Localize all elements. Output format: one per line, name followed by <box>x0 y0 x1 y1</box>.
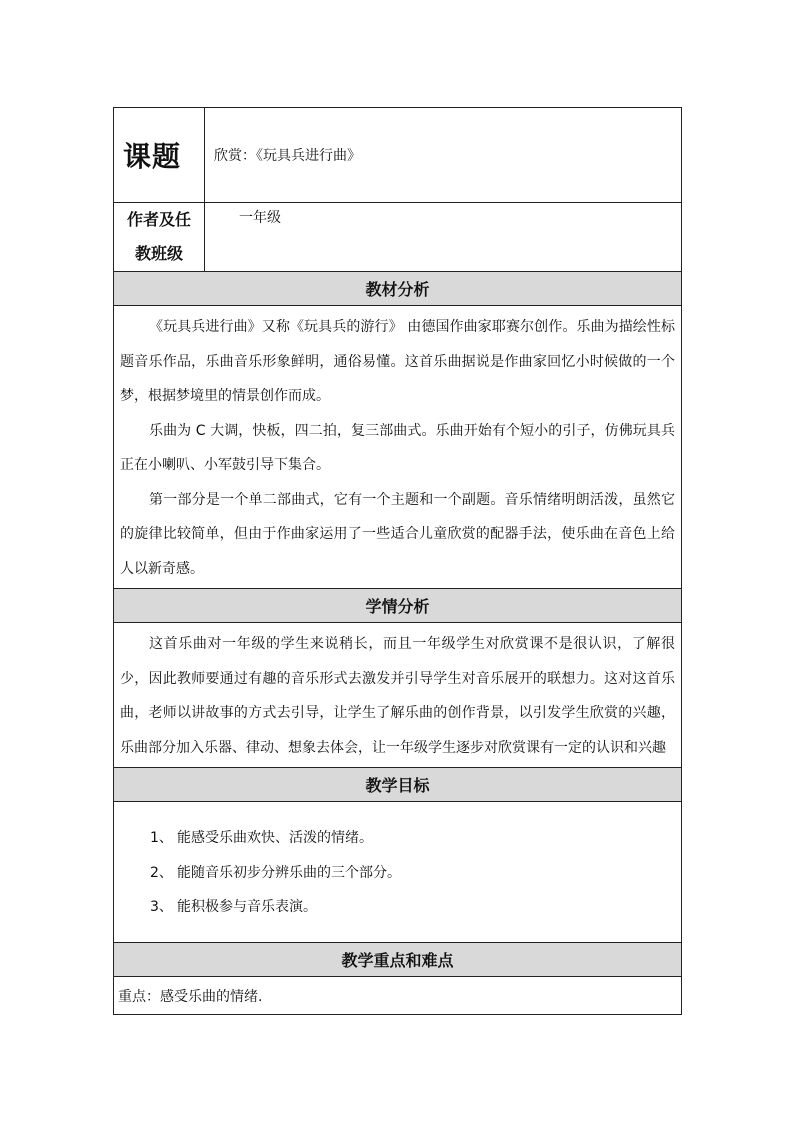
learner-analysis-heading: 学情分析 <box>114 589 682 623</box>
teaching-goals-body <box>114 802 682 943</box>
material-paragraph: 第一部分是一个单二部曲式，它有一个主题和一个副题。音乐情绪明朗活泼，虽然它的旋律比较简单，但由于作曲家运用了一些适合儿童欣赏的配器手法，使乐曲在音色上给人以新奇感。 <box>120 491 675 577</box>
goal-number: 2、 <box>150 864 173 881</box>
author-label <box>114 203 205 272</box>
key-points-focus: 重点：感受乐曲的情绪. <box>114 976 682 1014</box>
learner-paragraph: 这首乐曲对一年级的学生来说稍长，而且一年级学生对欣赏课不是很认识，了解很少，因此教师要通过有趣的音乐形式去激发并引导学生对音乐展开的联想力。这对这首乐曲，老师以讲故事的方式去引导，让学生了解乐曲的创作背景，以引发学生欣赏的兴趣，乐曲部分加入乐器、律动、想象去体会，让一年级学生逐步对欣赏课有一定的认识和兴趣 <box>120 636 675 756</box>
author-label-line1: 作者及任 <box>126 210 191 229</box>
goal-number: 1、 <box>150 830 173 846</box>
goal-text: 能随音乐初步分辨乐曲的三个部分。 <box>177 864 401 881</box>
material-analysis-heading-row <box>114 272 682 306</box>
author-row <box>114 203 682 272</box>
goal-text: 能感受乐曲欢快、活泼的情绪。 <box>177 830 373 846</box>
key-points-heading: 教学重点和难点 <box>114 942 682 976</box>
title-label: 课题 <box>114 108 205 203</box>
goal-number: 3、 <box>150 899 173 915</box>
teaching-goals-heading-row <box>114 768 682 802</box>
goal-item <box>150 856 675 891</box>
key-points-body-row <box>114 976 682 1014</box>
key-points-heading-row <box>114 942 682 976</box>
material-paragraph: 乐曲为 C 大调，快板，四二拍，复三部曲式。乐曲开始有个短小的引子，仿佛玩具兵正在小喇叭、小军鼓引导下集合。 <box>120 422 675 473</box>
teaching-goals-body-row <box>114 802 682 943</box>
goal-item <box>150 890 675 925</box>
title-row <box>114 108 682 203</box>
author-label-line2: 教班级 <box>134 244 183 263</box>
title-value: 欣赏：《玩具兵进行曲》 <box>205 108 682 203</box>
learner-analysis-body <box>114 623 682 768</box>
goal-item <box>150 821 675 856</box>
author-value: 一年级 <box>205 203 682 272</box>
learner-analysis-heading-row <box>114 589 682 623</box>
lesson-plan-table <box>113 107 682 1015</box>
material-analysis-body-row <box>114 306 682 589</box>
material-analysis-heading: 教材分析 <box>114 272 682 306</box>
learner-analysis-body-row <box>114 623 682 768</box>
goal-text: 能积极参与音乐表演。 <box>177 899 317 915</box>
teaching-goals-heading: 教学目标 <box>114 768 682 802</box>
material-analysis-body <box>114 306 682 589</box>
material-paragraph: 《玩具兵进行曲》又称《玩具兵的游行》 由德国作曲家耶赛尔创作。乐曲为描绘性标题音乐作品，乐曲音乐形象鲜明，通俗易懂。这首乐曲据说是作曲家回忆小时候做的一个梦，根据梦境里的情景创作而成。 <box>120 319 675 404</box>
